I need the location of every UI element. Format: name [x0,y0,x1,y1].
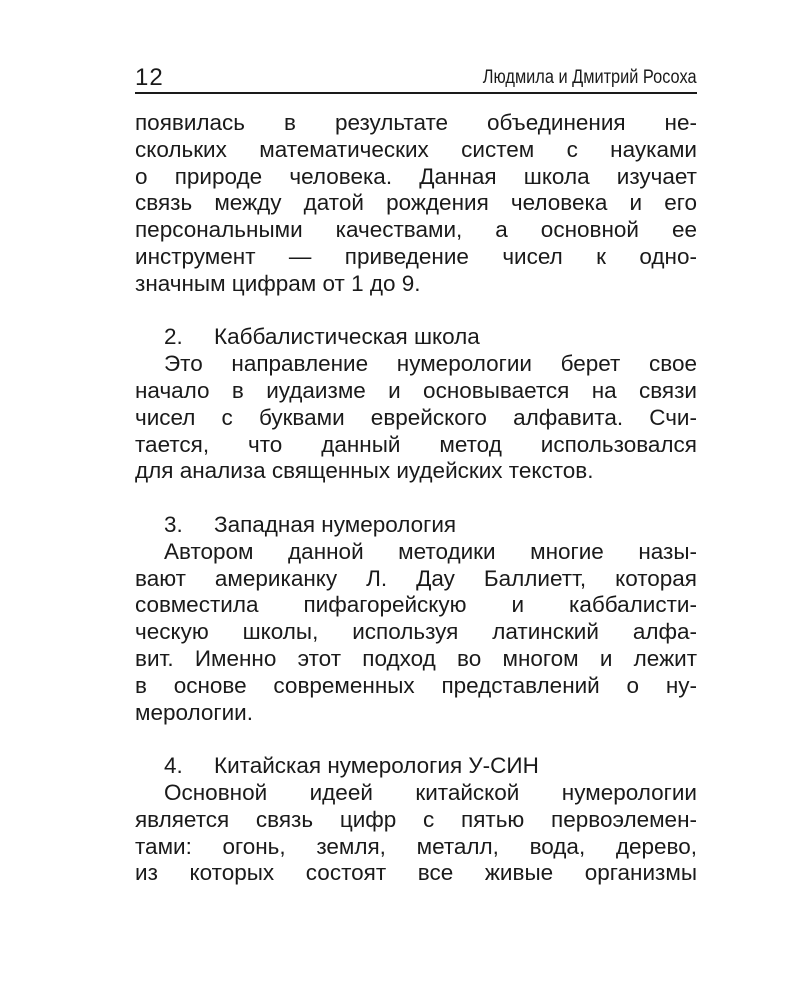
paragraph-line: тается, что данный метод использовался [135,431,697,457]
paragraph-line: о природе человека. Данная школа изучает [135,163,697,189]
paragraph-line: Это направление нумерологии берет свое [164,351,697,377]
paragraph-line: Основной идеей китайской нумерологии [164,779,697,805]
section-number: 3. [164,511,183,537]
paragraph-line: совместила пифагорейскую и каббалисти- [135,592,697,618]
section-title: Западная нумерология [214,511,457,537]
paragraph-line: персональными качествами, а основной ее [135,217,697,243]
body-text [135,110,697,887]
paragraph-line: для анализа священных иудейских текстов. [135,458,594,484]
running-title: Людмила и Дмитрий Росоха [483,67,697,88]
paragraph-line: Автором данной методики многие назы- [164,538,697,564]
page-number: 12 [135,64,164,91]
section-title: Каббалистическая школа [214,324,480,350]
paragraph-line: вит. Именно этот подход во многом и лежит [135,645,697,671]
paragraph-line: связь между датой рождения человека и его [135,190,697,216]
paragraph-line: значным цифрам от 1 до 9. [135,270,421,296]
paragraph-line: чисел с буквами еврейского алфавита. Счи- [135,404,697,430]
paragraph-line: тами: огонь, земля, металл, вода, дерево, [135,833,697,859]
section-number: 4. [164,753,183,779]
section-heading [135,324,697,351]
paragraph-line: ческую школы, используя латинский алфа- [135,619,697,645]
paragraph-line: вают американку Л. Дау Баллиетт, которая [135,565,697,591]
section-title: Китайская нумерология У-СИН [214,753,539,779]
paragraph-line: скольких математических систем с науками [135,136,697,162]
paragraph-line: начало в иудаизме и основывается на связи [135,377,697,403]
section-number: 2. [164,324,183,350]
paragraph-line: в основе современных представлений о ну- [135,672,697,698]
section-heading [135,512,697,539]
paragraph-line: появилась в результате объединения не- [135,110,697,135]
paragraph-line: является связь цифр с пятью первоэлемен- [135,806,697,832]
paragraph-line: инструмент — приведение чисел к одно- [135,243,697,269]
paragraph-line: мерологии. [135,699,254,725]
page-header [135,62,697,94]
paragraph-line: из которых состоят все живые организмы [135,860,697,886]
section-heading [135,753,697,780]
